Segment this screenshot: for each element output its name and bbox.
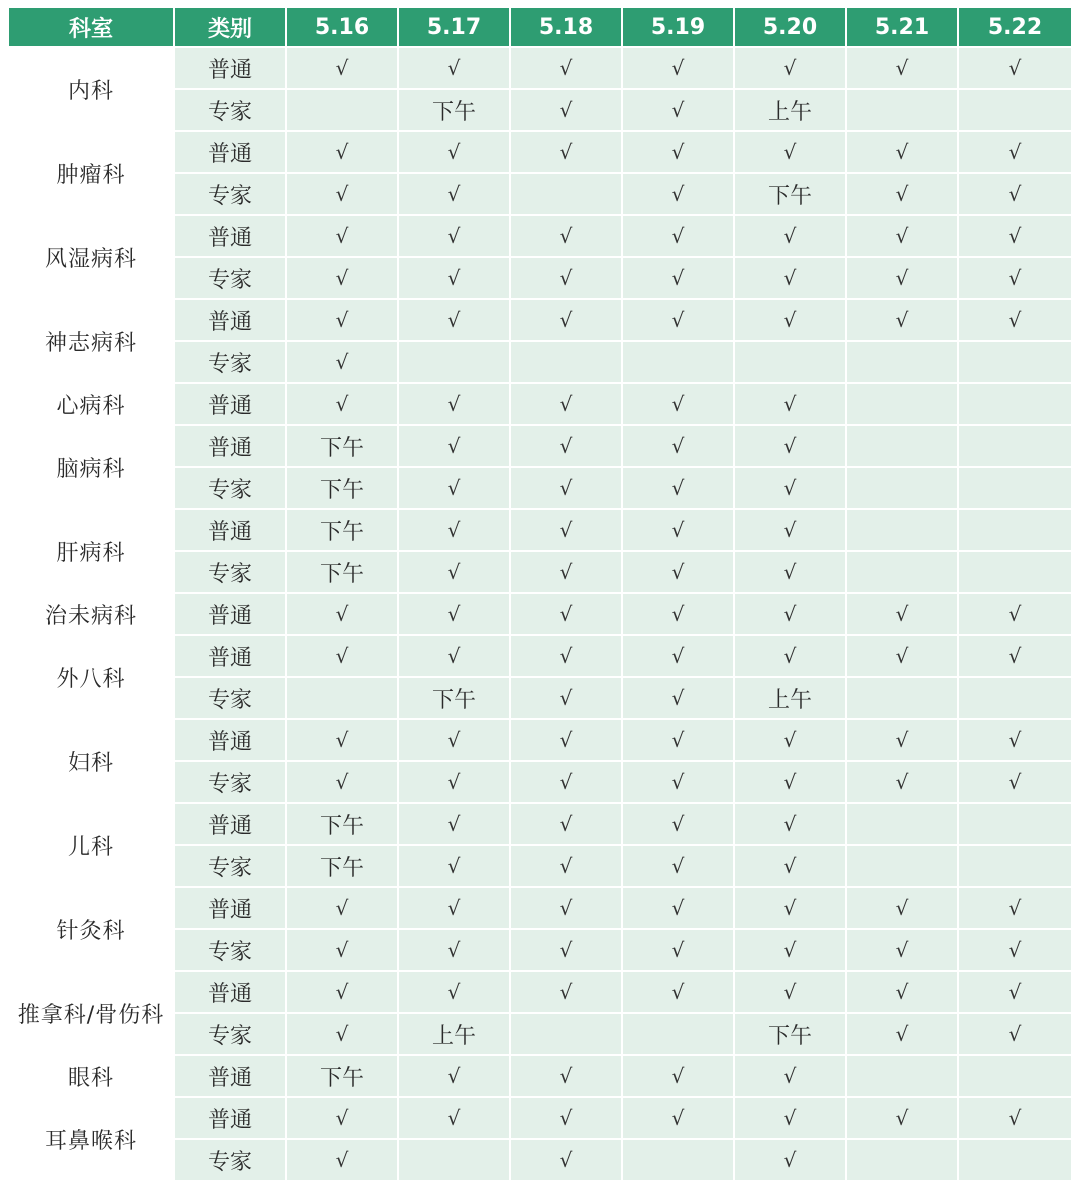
clinic-type: 普通	[174, 299, 286, 341]
availability-check: √	[958, 887, 1072, 929]
availability-check: √	[622, 509, 734, 551]
col-header-date: 5.16	[286, 7, 398, 47]
availability-check: √	[398, 425, 510, 467]
availability-check: √	[846, 635, 958, 677]
availability-check: √	[510, 1055, 622, 1097]
availability-check: √	[510, 845, 622, 887]
availability-empty	[622, 1013, 734, 1055]
availability-check: √	[398, 845, 510, 887]
clinic-type: 专家	[174, 761, 286, 803]
department-name: 外八科	[8, 635, 174, 719]
availability-check: √	[286, 173, 398, 215]
availability-check: √	[846, 887, 958, 929]
availability-check: √	[622, 845, 734, 887]
availability-check: √	[734, 215, 846, 257]
availability-empty	[846, 1055, 958, 1097]
availability-check: √	[510, 635, 622, 677]
availability-check: √	[734, 761, 846, 803]
availability-check: √	[622, 131, 734, 173]
schedule-table	[7, 6, 1073, 1182]
availability-session: 下午	[286, 803, 398, 845]
clinic-type: 专家	[174, 341, 286, 383]
availability-empty	[846, 803, 958, 845]
availability-check: √	[398, 551, 510, 593]
availability-empty	[846, 509, 958, 551]
availability-check: √	[398, 971, 510, 1013]
availability-check: √	[622, 257, 734, 299]
availability-check: √	[398, 299, 510, 341]
availability-session: 上午	[398, 1013, 510, 1055]
availability-check: √	[510, 971, 622, 1013]
availability-check: √	[622, 593, 734, 635]
availability-session: 下午	[286, 425, 398, 467]
department-name: 推拿科/骨伤科	[8, 971, 174, 1055]
availability-check: √	[846, 761, 958, 803]
availability-check: √	[622, 803, 734, 845]
availability-empty	[958, 509, 1072, 551]
clinic-type: 普通	[174, 719, 286, 761]
availability-empty	[958, 383, 1072, 425]
availability-check: √	[510, 47, 622, 89]
availability-check: √	[510, 803, 622, 845]
col-header-date: 5.22	[958, 7, 1072, 47]
availability-check: √	[846, 719, 958, 761]
table-row	[8, 593, 1072, 635]
availability-check: √	[622, 719, 734, 761]
clinic-type: 专家	[174, 1139, 286, 1181]
availability-check: √	[286, 593, 398, 635]
availability-check: √	[510, 1097, 622, 1139]
availability-check: √	[510, 215, 622, 257]
clinic-type: 普通	[174, 509, 286, 551]
availability-check: √	[734, 1139, 846, 1181]
availability-check: √	[510, 89, 622, 131]
clinic-type: 普通	[174, 131, 286, 173]
availability-check: √	[286, 1013, 398, 1055]
department-name: 儿科	[8, 803, 174, 887]
availability-check: √	[398, 887, 510, 929]
availability-check: √	[734, 383, 846, 425]
availability-check: √	[622, 425, 734, 467]
availability-check: √	[510, 299, 622, 341]
department-name: 神志病科	[8, 299, 174, 383]
availability-check: √	[398, 761, 510, 803]
availability-check: √	[622, 929, 734, 971]
clinic-type: 专家	[174, 173, 286, 215]
availability-check: √	[734, 929, 846, 971]
availability-empty	[846, 89, 958, 131]
availability-session: 下午	[398, 677, 510, 719]
availability-empty	[958, 551, 1072, 593]
availability-check: √	[734, 845, 846, 887]
availability-check: √	[510, 551, 622, 593]
availability-check: √	[398, 509, 510, 551]
availability-empty	[958, 1139, 1072, 1181]
availability-session: 下午	[286, 845, 398, 887]
availability-empty	[846, 551, 958, 593]
table-row	[8, 803, 1072, 845]
header-row	[8, 7, 1072, 47]
availability-check: √	[510, 131, 622, 173]
availability-check: √	[846, 215, 958, 257]
availability-check: √	[846, 47, 958, 89]
availability-check: √	[286, 1097, 398, 1139]
availability-session: 上午	[734, 677, 846, 719]
availability-check: √	[734, 887, 846, 929]
availability-empty	[846, 383, 958, 425]
availability-session: 下午	[398, 89, 510, 131]
clinic-type: 普通	[174, 635, 286, 677]
availability-check: √	[286, 383, 398, 425]
clinic-type: 普通	[174, 383, 286, 425]
availability-check: √	[398, 131, 510, 173]
availability-empty	[958, 677, 1072, 719]
availability-check: √	[510, 383, 622, 425]
availability-check: √	[510, 257, 622, 299]
availability-check: √	[510, 929, 622, 971]
availability-check: √	[846, 173, 958, 215]
availability-check: √	[286, 719, 398, 761]
table-row	[8, 971, 1072, 1013]
availability-check: √	[958, 47, 1072, 89]
availability-check: √	[286, 971, 398, 1013]
availability-check: √	[846, 1097, 958, 1139]
schedule-body	[8, 47, 1072, 1181]
availability-check: √	[958, 761, 1072, 803]
col-header-date: 5.20	[734, 7, 846, 47]
availability-check: √	[846, 131, 958, 173]
availability-check: √	[846, 1013, 958, 1055]
clinic-type: 普通	[174, 593, 286, 635]
availability-check: √	[622, 383, 734, 425]
availability-session: 上午	[734, 89, 846, 131]
availability-check: √	[734, 425, 846, 467]
availability-check: √	[734, 635, 846, 677]
availability-check: √	[734, 47, 846, 89]
col-header-date: 5.17	[398, 7, 510, 47]
availability-session: 下午	[734, 1013, 846, 1055]
availability-check: √	[398, 1097, 510, 1139]
availability-check: √	[622, 215, 734, 257]
availability-check: √	[734, 467, 846, 509]
department-name: 眼科	[8, 1055, 174, 1097]
availability-check: √	[734, 719, 846, 761]
availability-empty	[846, 467, 958, 509]
availability-check: √	[958, 593, 1072, 635]
availability-check: √	[398, 635, 510, 677]
availability-check: √	[958, 131, 1072, 173]
availability-check: √	[286, 131, 398, 173]
availability-check: √	[622, 887, 734, 929]
table-row	[8, 215, 1072, 257]
availability-check: √	[734, 1055, 846, 1097]
availability-check: √	[622, 299, 734, 341]
clinic-type: 普通	[174, 215, 286, 257]
department-name: 脑病科	[8, 425, 174, 509]
availability-check: √	[734, 509, 846, 551]
availability-check: √	[846, 929, 958, 971]
availability-check: √	[958, 299, 1072, 341]
table-row	[8, 719, 1072, 761]
availability-empty	[622, 1139, 734, 1181]
availability-empty	[734, 341, 846, 383]
availability-check: √	[622, 635, 734, 677]
availability-check: √	[398, 47, 510, 89]
availability-check: √	[398, 257, 510, 299]
availability-session: 下午	[286, 551, 398, 593]
availability-empty	[510, 173, 622, 215]
availability-check: √	[398, 1055, 510, 1097]
availability-empty	[846, 677, 958, 719]
clinic-type: 专家	[174, 677, 286, 719]
availability-check: √	[958, 173, 1072, 215]
clinic-type: 专家	[174, 929, 286, 971]
availability-check: √	[398, 215, 510, 257]
availability-check: √	[510, 467, 622, 509]
availability-check: √	[286, 47, 398, 89]
availability-check: √	[622, 1097, 734, 1139]
availability-check: √	[622, 1055, 734, 1097]
col-header-date: 5.18	[510, 7, 622, 47]
availability-check: √	[958, 719, 1072, 761]
table-row	[8, 47, 1072, 89]
availability-check: √	[510, 761, 622, 803]
availability-session: 下午	[286, 467, 398, 509]
availability-check: √	[510, 593, 622, 635]
table-row	[8, 383, 1072, 425]
department-name: 治未病科	[8, 593, 174, 635]
table-row	[8, 299, 1072, 341]
table-row	[8, 131, 1072, 173]
availability-empty	[846, 425, 958, 467]
availability-check: √	[846, 971, 958, 1013]
availability-empty	[958, 425, 1072, 467]
table-row	[8, 425, 1072, 467]
availability-session: 下午	[286, 509, 398, 551]
availability-check: √	[510, 1139, 622, 1181]
availability-empty	[510, 341, 622, 383]
availability-check: √	[734, 299, 846, 341]
availability-check: √	[398, 803, 510, 845]
availability-check: √	[398, 173, 510, 215]
availability-check: √	[622, 89, 734, 131]
availability-check: √	[510, 887, 622, 929]
availability-check: √	[958, 929, 1072, 971]
clinic-type: 普通	[174, 803, 286, 845]
availability-check: √	[958, 257, 1072, 299]
availability-check: √	[510, 677, 622, 719]
availability-check: √	[510, 509, 622, 551]
availability-check: √	[734, 593, 846, 635]
availability-check: √	[734, 131, 846, 173]
clinic-type: 普通	[174, 1097, 286, 1139]
availability-session: 下午	[286, 1055, 398, 1097]
clinic-type: 普通	[174, 971, 286, 1013]
table-row	[8, 887, 1072, 929]
availability-check: √	[734, 1097, 846, 1139]
availability-empty	[398, 341, 510, 383]
clinic-type: 专家	[174, 551, 286, 593]
availability-check: √	[958, 1097, 1072, 1139]
availability-empty	[958, 89, 1072, 131]
availability-check: √	[286, 299, 398, 341]
clinic-type: 专家	[174, 467, 286, 509]
availability-check: √	[622, 971, 734, 1013]
clinic-type: 专家	[174, 257, 286, 299]
availability-empty	[958, 467, 1072, 509]
department-name: 妇科	[8, 719, 174, 803]
availability-check: √	[286, 1139, 398, 1181]
clinic-type: 专家	[174, 89, 286, 131]
department-name: 耳鼻喉科	[8, 1097, 174, 1181]
availability-check: √	[622, 761, 734, 803]
availability-check: √	[510, 425, 622, 467]
availability-check: √	[734, 803, 846, 845]
department-name: 肿瘤科	[8, 131, 174, 215]
clinic-type: 普通	[174, 887, 286, 929]
clinic-type: 专家	[174, 845, 286, 887]
availability-check: √	[734, 971, 846, 1013]
availability-empty	[286, 677, 398, 719]
availability-check: √	[286, 761, 398, 803]
clinic-type: 专家	[174, 1013, 286, 1055]
availability-check: √	[286, 887, 398, 929]
department-name: 风湿病科	[8, 215, 174, 299]
availability-check: √	[286, 215, 398, 257]
availability-session: 下午	[734, 173, 846, 215]
availability-empty	[846, 341, 958, 383]
availability-check: √	[286, 341, 398, 383]
availability-check: √	[622, 173, 734, 215]
availability-check: √	[398, 383, 510, 425]
availability-check: √	[622, 677, 734, 719]
col-header-department: 科室	[8, 7, 174, 47]
availability-check: √	[622, 47, 734, 89]
availability-check: √	[958, 215, 1072, 257]
col-header-date: 5.21	[846, 7, 958, 47]
availability-empty	[846, 845, 958, 887]
clinic-type: 普通	[174, 1055, 286, 1097]
availability-check: √	[398, 929, 510, 971]
department-name: 肝病科	[8, 509, 174, 593]
availability-check: √	[846, 593, 958, 635]
table-row	[8, 509, 1072, 551]
availability-check: √	[958, 971, 1072, 1013]
availability-empty	[958, 803, 1072, 845]
department-name: 内科	[8, 47, 174, 131]
col-header-category: 类别	[174, 7, 286, 47]
availability-empty	[398, 1139, 510, 1181]
availability-check: √	[622, 551, 734, 593]
availability-check: √	[286, 635, 398, 677]
availability-check: √	[510, 719, 622, 761]
department-name: 心病科	[8, 383, 174, 425]
availability-empty	[622, 341, 734, 383]
availability-check: √	[286, 929, 398, 971]
availability-check: √	[398, 467, 510, 509]
availability-check: √	[958, 1013, 1072, 1055]
availability-check: √	[286, 257, 398, 299]
availability-check: √	[734, 257, 846, 299]
availability-check: √	[846, 257, 958, 299]
availability-check: √	[846, 299, 958, 341]
availability-check: √	[398, 593, 510, 635]
availability-empty	[958, 341, 1072, 383]
availability-empty	[958, 1055, 1072, 1097]
availability-empty	[958, 845, 1072, 887]
clinic-type: 普通	[174, 47, 286, 89]
table-row	[8, 1055, 1072, 1097]
table-row	[8, 1097, 1072, 1139]
availability-check: √	[734, 551, 846, 593]
availability-check: √	[622, 467, 734, 509]
availability-check: √	[958, 635, 1072, 677]
availability-empty	[510, 1013, 622, 1055]
availability-empty	[846, 1139, 958, 1181]
table-row	[8, 635, 1072, 677]
department-name: 针灸科	[8, 887, 174, 971]
clinic-type: 普通	[174, 425, 286, 467]
availability-empty	[286, 89, 398, 131]
col-header-date: 5.19	[622, 7, 734, 47]
availability-check: √	[398, 719, 510, 761]
